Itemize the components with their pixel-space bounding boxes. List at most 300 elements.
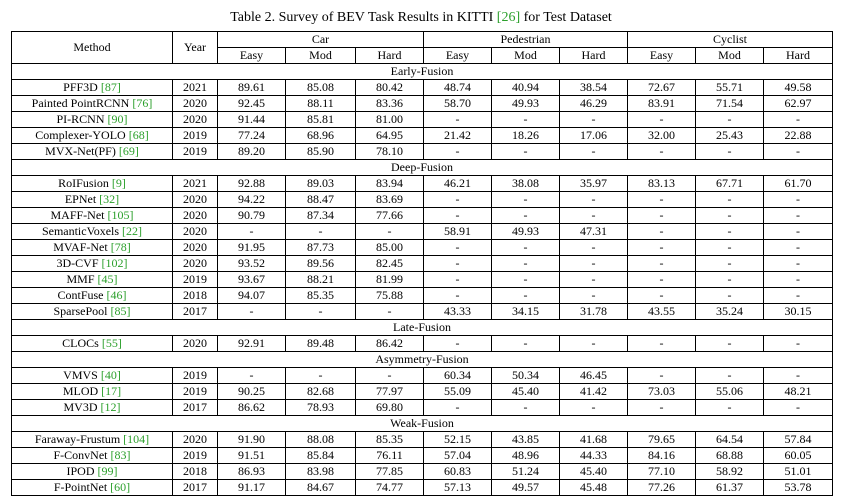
value-cell: 30.15 bbox=[764, 304, 833, 320]
value-cell: 87.34 bbox=[286, 208, 356, 224]
method-citation: [85] bbox=[110, 304, 131, 318]
value-cell: 84.67 bbox=[286, 480, 356, 496]
method-cell bbox=[12, 464, 173, 480]
value-cell: - bbox=[560, 192, 628, 208]
value-cell: 88.47 bbox=[286, 192, 356, 208]
value-cell: 91.95 bbox=[218, 240, 286, 256]
difficulty-header: Easy bbox=[218, 48, 286, 64]
value-cell: 46.29 bbox=[560, 96, 628, 112]
value-cell: 61.70 bbox=[764, 176, 833, 192]
value-cell: 89.03 bbox=[286, 176, 356, 192]
value-cell: 55.06 bbox=[696, 384, 764, 400]
table-row bbox=[12, 96, 833, 112]
year-header: Year bbox=[173, 32, 218, 64]
value-cell: 50.34 bbox=[492, 368, 560, 384]
value-cell: - bbox=[764, 288, 833, 304]
value-cell: 49.57 bbox=[492, 480, 560, 496]
table-row bbox=[12, 112, 833, 128]
value-cell: 60.34 bbox=[424, 368, 492, 384]
year-cell: 2019 bbox=[173, 384, 218, 400]
method-citation: [99] bbox=[97, 464, 118, 478]
method-citation: [87] bbox=[100, 80, 121, 94]
value-cell: 58.91 bbox=[424, 224, 492, 240]
value-cell: 94.22 bbox=[218, 192, 286, 208]
value-cell: 44.33 bbox=[560, 448, 628, 464]
method-citation: [83] bbox=[110, 448, 131, 462]
method-cell bbox=[12, 208, 173, 224]
value-cell: - bbox=[492, 192, 560, 208]
value-cell: - bbox=[560, 272, 628, 288]
value-cell: 77.66 bbox=[356, 208, 424, 224]
value-cell: - bbox=[764, 192, 833, 208]
value-cell: 60.83 bbox=[424, 464, 492, 480]
value-cell: - bbox=[492, 112, 560, 128]
value-cell: 35.97 bbox=[560, 176, 628, 192]
value-cell: 68.88 bbox=[696, 448, 764, 464]
method-cell bbox=[12, 192, 173, 208]
value-cell: 74.77 bbox=[356, 480, 424, 496]
value-cell: 48.74 bbox=[424, 80, 492, 96]
method-citation: [60] bbox=[110, 480, 131, 494]
table-row bbox=[12, 192, 833, 208]
value-cell: 57.13 bbox=[424, 480, 492, 496]
table-body bbox=[12, 64, 833, 496]
difficulty-header: Mod bbox=[286, 48, 356, 64]
value-cell: 53.78 bbox=[764, 480, 833, 496]
value-cell: 79.65 bbox=[628, 432, 696, 448]
table-row bbox=[12, 80, 833, 96]
method-name: Painted PointRCNN bbox=[31, 96, 130, 110]
value-cell: - bbox=[696, 208, 764, 224]
value-cell: - bbox=[356, 304, 424, 320]
value-cell: 91.17 bbox=[218, 480, 286, 496]
value-cell: - bbox=[764, 112, 833, 128]
value-cell: 72.67 bbox=[628, 80, 696, 96]
difficulty-header: Easy bbox=[628, 48, 696, 64]
year-cell: 2020 bbox=[173, 96, 218, 112]
table-row bbox=[12, 288, 833, 304]
value-cell: 71.54 bbox=[696, 96, 764, 112]
value-cell: - bbox=[560, 256, 628, 272]
caption-prefix: Table 2. Survey of BEV Task Results in KITTI bbox=[230, 10, 497, 25]
value-cell: 32.00 bbox=[628, 128, 696, 144]
table-caption bbox=[0, 10, 842, 26]
value-cell: - bbox=[764, 224, 833, 240]
value-cell: 48.96 bbox=[492, 448, 560, 464]
method-name: Faraway-Frustum bbox=[34, 432, 121, 446]
method-name: PFF3D bbox=[63, 80, 98, 94]
value-cell: - bbox=[492, 144, 560, 160]
group-header: Late-Fusion bbox=[12, 320, 833, 336]
method-name: MVX-Net(PF) bbox=[45, 144, 116, 158]
value-cell: 77.24 bbox=[218, 128, 286, 144]
method-citation: [78] bbox=[110, 240, 131, 254]
value-cell: - bbox=[628, 144, 696, 160]
group-header-row bbox=[12, 320, 833, 336]
value-cell: - bbox=[764, 144, 833, 160]
value-cell: - bbox=[492, 240, 560, 256]
value-cell: 58.70 bbox=[424, 96, 492, 112]
method-cell bbox=[12, 368, 173, 384]
method-name: SparsePool bbox=[53, 304, 108, 318]
value-cell: 76.11 bbox=[356, 448, 424, 464]
table-row bbox=[12, 368, 833, 384]
value-cell: 82.68 bbox=[286, 384, 356, 400]
value-cell: 21.42 bbox=[424, 128, 492, 144]
method-citation: [9] bbox=[111, 176, 126, 190]
value-cell: 34.15 bbox=[492, 304, 560, 320]
method-cell bbox=[12, 480, 173, 496]
value-cell: - bbox=[424, 400, 492, 416]
value-cell: 80.42 bbox=[356, 80, 424, 96]
value-cell: - bbox=[696, 368, 764, 384]
method-name: Complexer-YOLO bbox=[35, 128, 126, 142]
value-cell: - bbox=[696, 272, 764, 288]
value-cell: 43.33 bbox=[424, 304, 492, 320]
method-citation: [22] bbox=[122, 224, 143, 238]
value-cell: 51.24 bbox=[492, 464, 560, 480]
year-cell: 2020 bbox=[173, 336, 218, 352]
method-cell bbox=[12, 304, 173, 320]
value-cell: 18.26 bbox=[492, 128, 560, 144]
value-cell: - bbox=[492, 400, 560, 416]
table-row bbox=[12, 304, 833, 320]
value-cell: - bbox=[424, 336, 492, 352]
year-cell: 2019 bbox=[173, 128, 218, 144]
value-cell: 78.93 bbox=[286, 400, 356, 416]
value-cell: 41.68 bbox=[560, 432, 628, 448]
group-header-row bbox=[12, 160, 833, 176]
method-citation: [12] bbox=[100, 400, 121, 414]
method-citation: [76] bbox=[132, 96, 153, 110]
year-cell: 2020 bbox=[173, 240, 218, 256]
table-row bbox=[12, 432, 833, 448]
method-name: MV3D bbox=[63, 400, 98, 414]
year-cell: 2017 bbox=[173, 304, 218, 320]
year-cell: 2020 bbox=[173, 192, 218, 208]
value-cell: - bbox=[286, 224, 356, 240]
value-cell: 90.79 bbox=[218, 208, 286, 224]
table-row bbox=[12, 128, 833, 144]
year-cell: 2019 bbox=[173, 272, 218, 288]
method-citation: [45] bbox=[97, 272, 118, 286]
method-cell bbox=[12, 144, 173, 160]
value-cell: - bbox=[628, 192, 696, 208]
method-cell bbox=[12, 432, 173, 448]
value-cell: 17.06 bbox=[560, 128, 628, 144]
value-cell: - bbox=[764, 208, 833, 224]
table-row bbox=[12, 448, 833, 464]
value-cell: - bbox=[560, 288, 628, 304]
value-cell: 49.93 bbox=[492, 96, 560, 112]
value-cell: 40.94 bbox=[492, 80, 560, 96]
table-row bbox=[12, 384, 833, 400]
method-citation: [68] bbox=[128, 128, 149, 142]
method-cell bbox=[12, 224, 173, 240]
caption-citation: [26] bbox=[496, 10, 521, 25]
value-cell: 91.51 bbox=[218, 448, 286, 464]
value-cell: 47.31 bbox=[560, 224, 628, 240]
value-cell: 25.43 bbox=[696, 128, 764, 144]
value-cell: - bbox=[764, 400, 833, 416]
value-cell: 86.42 bbox=[356, 336, 424, 352]
year-cell: 2017 bbox=[173, 480, 218, 496]
year-cell: 2019 bbox=[173, 144, 218, 160]
value-cell: 64.54 bbox=[696, 432, 764, 448]
method-name: PI-RCNN bbox=[56, 112, 105, 126]
group-header: Weak-Fusion bbox=[12, 416, 833, 432]
method-name: VMVS bbox=[63, 368, 98, 382]
table-row bbox=[12, 208, 833, 224]
value-cell: 38.54 bbox=[560, 80, 628, 96]
value-cell: - bbox=[218, 224, 286, 240]
value-cell: 22.88 bbox=[764, 128, 833, 144]
method-name: IPOD bbox=[66, 464, 95, 478]
value-cell: 49.93 bbox=[492, 224, 560, 240]
value-cell: 77.10 bbox=[628, 464, 696, 480]
value-cell: 62.97 bbox=[764, 96, 833, 112]
value-cell: 94.07 bbox=[218, 288, 286, 304]
value-cell: 67.71 bbox=[696, 176, 764, 192]
value-cell: 91.90 bbox=[218, 432, 286, 448]
table-row bbox=[12, 480, 833, 496]
year-cell: 2021 bbox=[173, 80, 218, 96]
year-cell: 2020 bbox=[173, 208, 218, 224]
value-cell: - bbox=[628, 256, 696, 272]
year-cell: 2020 bbox=[173, 112, 218, 128]
value-cell: - bbox=[424, 208, 492, 224]
value-cell: - bbox=[560, 400, 628, 416]
group-header: Early-Fusion bbox=[12, 64, 833, 80]
method-cell bbox=[12, 256, 173, 272]
method-cell bbox=[12, 384, 173, 400]
value-cell: 85.84 bbox=[286, 448, 356, 464]
value-cell: 49.58 bbox=[764, 80, 833, 96]
value-cell: 83.36 bbox=[356, 96, 424, 112]
value-cell: 57.84 bbox=[764, 432, 833, 448]
value-cell: 55.71 bbox=[696, 80, 764, 96]
value-cell: 83.13 bbox=[628, 176, 696, 192]
method-citation: [40] bbox=[100, 368, 121, 382]
group-header: Asymmetry-Fusion bbox=[12, 352, 833, 368]
method-name: CLOCs bbox=[62, 336, 99, 350]
value-cell: - bbox=[628, 208, 696, 224]
value-cell: - bbox=[218, 304, 286, 320]
method-cell bbox=[12, 288, 173, 304]
value-cell: 84.16 bbox=[628, 448, 696, 464]
value-cell: 57.04 bbox=[424, 448, 492, 464]
value-cell: 83.91 bbox=[628, 96, 696, 112]
value-cell: 45.48 bbox=[560, 480, 628, 496]
difficulty-header: Mod bbox=[492, 48, 560, 64]
value-cell: 35.24 bbox=[696, 304, 764, 320]
value-cell: 83.98 bbox=[286, 464, 356, 480]
value-cell: 51.01 bbox=[764, 464, 833, 480]
value-cell: - bbox=[628, 272, 696, 288]
value-cell: - bbox=[424, 192, 492, 208]
value-cell: 85.35 bbox=[286, 288, 356, 304]
value-cell: 88.21 bbox=[286, 272, 356, 288]
value-cell: - bbox=[560, 208, 628, 224]
year-cell: 2020 bbox=[173, 224, 218, 240]
value-cell: 86.93 bbox=[218, 464, 286, 480]
method-cell bbox=[12, 112, 173, 128]
value-cell: 48.21 bbox=[764, 384, 833, 400]
table-row bbox=[12, 144, 833, 160]
value-cell: 46.45 bbox=[560, 368, 628, 384]
value-cell: - bbox=[764, 272, 833, 288]
caption-suffix: for Test Dataset bbox=[520, 10, 612, 25]
value-cell: 87.73 bbox=[286, 240, 356, 256]
value-cell: 31.78 bbox=[560, 304, 628, 320]
value-cell: - bbox=[628, 112, 696, 128]
value-cell: 89.61 bbox=[218, 80, 286, 96]
value-cell: 46.21 bbox=[424, 176, 492, 192]
value-cell: - bbox=[696, 256, 764, 272]
value-cell: 41.42 bbox=[560, 384, 628, 400]
method-header: Method bbox=[12, 32, 173, 64]
value-cell: - bbox=[492, 272, 560, 288]
method-name: 3D-CVF bbox=[56, 256, 99, 270]
value-cell: 88.08 bbox=[286, 432, 356, 448]
method-citation: [32] bbox=[99, 192, 120, 206]
value-cell: - bbox=[560, 336, 628, 352]
value-cell: 52.15 bbox=[424, 432, 492, 448]
results-table bbox=[11, 31, 833, 496]
value-cell: - bbox=[560, 240, 628, 256]
method-citation: [55] bbox=[101, 336, 122, 350]
value-cell: - bbox=[286, 304, 356, 320]
value-cell: - bbox=[764, 256, 833, 272]
method-cell bbox=[12, 96, 173, 112]
value-cell: - bbox=[492, 336, 560, 352]
difficulty-header: Hard bbox=[560, 48, 628, 64]
value-cell: - bbox=[628, 224, 696, 240]
table-row bbox=[12, 176, 833, 192]
value-cell: 89.48 bbox=[286, 336, 356, 352]
value-cell: - bbox=[764, 336, 833, 352]
difficulty-header: Mod bbox=[696, 48, 764, 64]
value-cell: - bbox=[218, 368, 286, 384]
table-row bbox=[12, 256, 833, 272]
value-cell: 85.00 bbox=[356, 240, 424, 256]
value-cell: 89.56 bbox=[286, 256, 356, 272]
value-cell: 77.97 bbox=[356, 384, 424, 400]
method-citation: [105] bbox=[107, 208, 134, 222]
value-cell: 55.09 bbox=[424, 384, 492, 400]
method-citation: [69] bbox=[118, 144, 139, 158]
value-cell: 92.45 bbox=[218, 96, 286, 112]
header-row-classes bbox=[12, 32, 833, 48]
value-cell: - bbox=[492, 288, 560, 304]
value-cell: - bbox=[628, 400, 696, 416]
method-cell bbox=[12, 400, 173, 416]
value-cell: 91.44 bbox=[218, 112, 286, 128]
value-cell: - bbox=[628, 336, 696, 352]
difficulty-header: Easy bbox=[424, 48, 492, 64]
value-cell: 69.80 bbox=[356, 400, 424, 416]
table-row bbox=[12, 224, 833, 240]
year-cell: 2020 bbox=[173, 256, 218, 272]
value-cell: - bbox=[696, 400, 764, 416]
group-header-row bbox=[12, 64, 833, 80]
value-cell: 82.45 bbox=[356, 256, 424, 272]
method-cell bbox=[12, 240, 173, 256]
value-cell: 81.99 bbox=[356, 272, 424, 288]
value-cell: 77.26 bbox=[628, 480, 696, 496]
method-citation: [102] bbox=[101, 256, 128, 270]
class-header-car: Car bbox=[218, 32, 424, 48]
value-cell: - bbox=[286, 368, 356, 384]
table-row bbox=[12, 272, 833, 288]
value-cell: - bbox=[628, 368, 696, 384]
value-cell: 85.81 bbox=[286, 112, 356, 128]
value-cell: - bbox=[356, 224, 424, 240]
value-cell: - bbox=[424, 272, 492, 288]
value-cell: 85.90 bbox=[286, 144, 356, 160]
value-cell: - bbox=[560, 112, 628, 128]
difficulty-header: Hard bbox=[356, 48, 424, 64]
table-row bbox=[12, 464, 833, 480]
value-cell: - bbox=[696, 224, 764, 240]
value-cell: 75.88 bbox=[356, 288, 424, 304]
value-cell: 83.69 bbox=[356, 192, 424, 208]
value-cell: - bbox=[424, 240, 492, 256]
value-cell: - bbox=[424, 288, 492, 304]
value-cell: 92.91 bbox=[218, 336, 286, 352]
method-name: ContFuse bbox=[57, 288, 104, 302]
value-cell: 83.94 bbox=[356, 176, 424, 192]
value-cell: - bbox=[424, 144, 492, 160]
value-cell: - bbox=[764, 368, 833, 384]
value-cell: - bbox=[696, 288, 764, 304]
difficulty-header: Hard bbox=[764, 48, 833, 64]
table-row bbox=[12, 336, 833, 352]
group-header: Deep-Fusion bbox=[12, 160, 833, 176]
class-header-pedestrian: Pedestrian bbox=[424, 32, 628, 48]
method-cell bbox=[12, 128, 173, 144]
value-cell: 43.55 bbox=[628, 304, 696, 320]
class-header-cyclist: Cyclist bbox=[628, 32, 833, 48]
year-cell: 2017 bbox=[173, 400, 218, 416]
value-cell: 73.03 bbox=[628, 384, 696, 400]
method-citation: [46] bbox=[106, 288, 127, 302]
value-cell: 93.67 bbox=[218, 272, 286, 288]
value-cell: 60.05 bbox=[764, 448, 833, 464]
value-cell: 89.20 bbox=[218, 144, 286, 160]
value-cell: - bbox=[696, 240, 764, 256]
value-cell: - bbox=[764, 240, 833, 256]
group-header-row bbox=[12, 416, 833, 432]
value-cell: 45.40 bbox=[492, 384, 560, 400]
value-cell: 68.96 bbox=[286, 128, 356, 144]
year-cell: 2018 bbox=[173, 288, 218, 304]
value-cell: - bbox=[424, 256, 492, 272]
method-name: SemanticVoxels bbox=[41, 224, 120, 238]
method-name: MAFF-Net bbox=[50, 208, 105, 222]
method-cell bbox=[12, 448, 173, 464]
value-cell: - bbox=[696, 144, 764, 160]
value-cell: 45.40 bbox=[560, 464, 628, 480]
method-name: EPNet bbox=[64, 192, 97, 206]
method-name: MLOD bbox=[62, 384, 99, 398]
table-row bbox=[12, 400, 833, 416]
method-name: MVAF-Net bbox=[53, 240, 108, 254]
value-cell: 85.35 bbox=[356, 432, 424, 448]
value-cell: 81.00 bbox=[356, 112, 424, 128]
value-cell: 86.62 bbox=[218, 400, 286, 416]
year-cell: 2020 bbox=[173, 432, 218, 448]
